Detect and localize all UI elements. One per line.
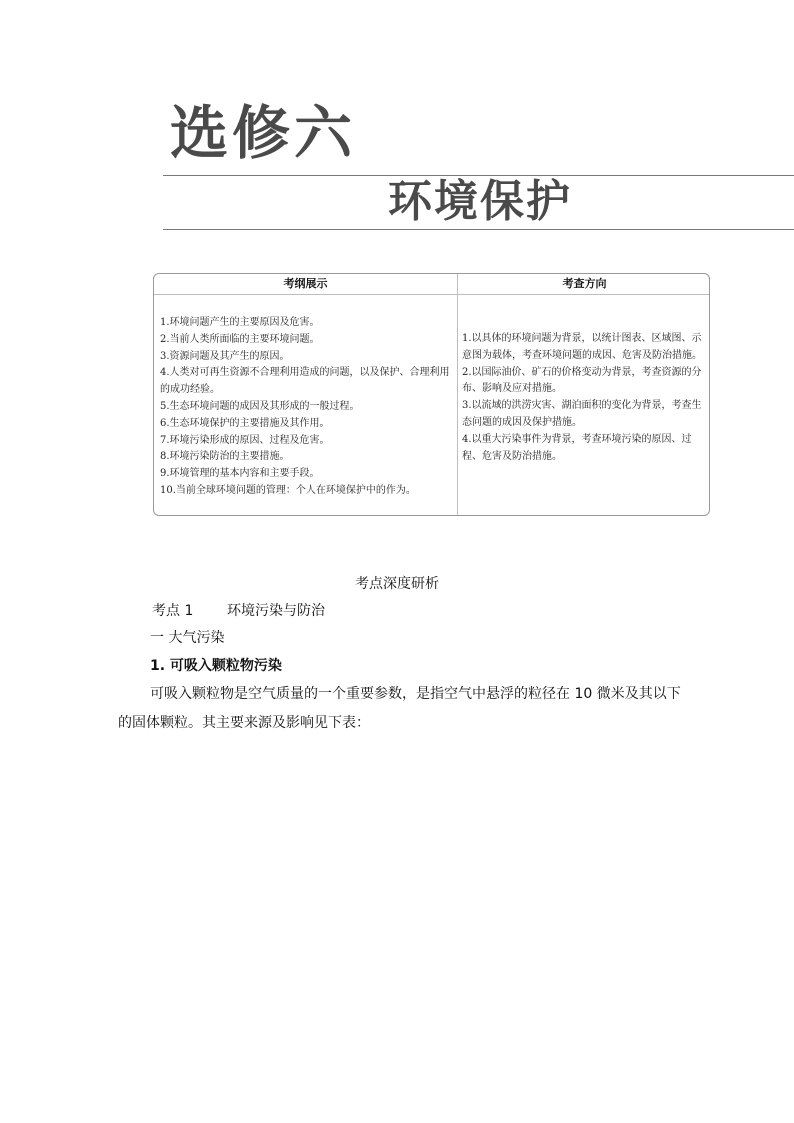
- chapter-title: 选修六: [170, 99, 357, 167]
- list-item: 4.人类对可再生资源不合理利用造成的问题，以及保护、合理利用的成功经验。: [160, 367, 450, 396]
- list-item: 10.当前全球环境问题的管理：个人在环境保护中的作为。: [160, 484, 416, 496]
- topic-title: 环境污染与防治: [227, 603, 325, 619]
- exam-outline-table: [153, 273, 710, 516]
- list-item: 7.环境污染形成的原因、过程及危害。: [160, 434, 330, 446]
- list-item: 9.环境管理的基本内容和主要手段。: [160, 468, 320, 480]
- list-item: 3.资源问题及其产生的原因。: [160, 350, 290, 362]
- list-item: 1.环境问题产生的主要原因及危害。: [160, 317, 320, 328]
- header-divider: [154, 294, 709, 295]
- sub-heading: 一 大气污染: [150, 630, 225, 646]
- outline-list: [160, 315, 456, 500]
- list-item: 2.当前人类所面临的主要环境问题。: [160, 333, 320, 345]
- topic-line: [152, 600, 325, 620]
- item-heading: 1. 可吸入颗粒物污染: [150, 658, 282, 674]
- subtitle-divider: [163, 229, 794, 230]
- list-item: 6.生态环境保护的主要措施及其作用。: [160, 417, 330, 429]
- chapter-subtitle: 环境保护: [388, 176, 572, 227]
- body-paragraph: 可吸入颗粒物是空气质量的一个重要参数，是指空气中悬浮的粒径在 10 微米及其以下的固体颗粒。其主要来源及影响见下表：: [118, 686, 681, 731]
- outline-column-header: 考纲展示: [283, 277, 328, 290]
- section-heading: 考点深度研析: [355, 576, 439, 592]
- direction-list: [462, 331, 706, 465]
- list-item: 3.以流域的洪涝灾害、湖泊面积的变化为背景，考查生态问题的成因及保护措施。: [462, 400, 702, 428]
- column-divider: [457, 274, 458, 515]
- direction-column-header: 考查方向: [562, 277, 607, 290]
- list-item: 2.以国际油价、矿石的价格变动为背景，考查资源的分布、影响及应对措施。: [462, 366, 702, 395]
- topic-number: 考点 1: [152, 603, 194, 619]
- list-item: 1.以具体的环境问题为背景，以统计图表、区域图、示意图为载体，考查环境问题的成因、危害及防治措施。: [462, 333, 702, 361]
- list-item: 5.生态环境问题的成因及其形成的一般过程。: [160, 400, 360, 412]
- list-item: 8.环境污染防治的主要措施。: [160, 451, 290, 463]
- list-item: 4.以重大污染事件为背景，考查环境污染的原因、过程、危害及防治措施。: [462, 433, 692, 462]
